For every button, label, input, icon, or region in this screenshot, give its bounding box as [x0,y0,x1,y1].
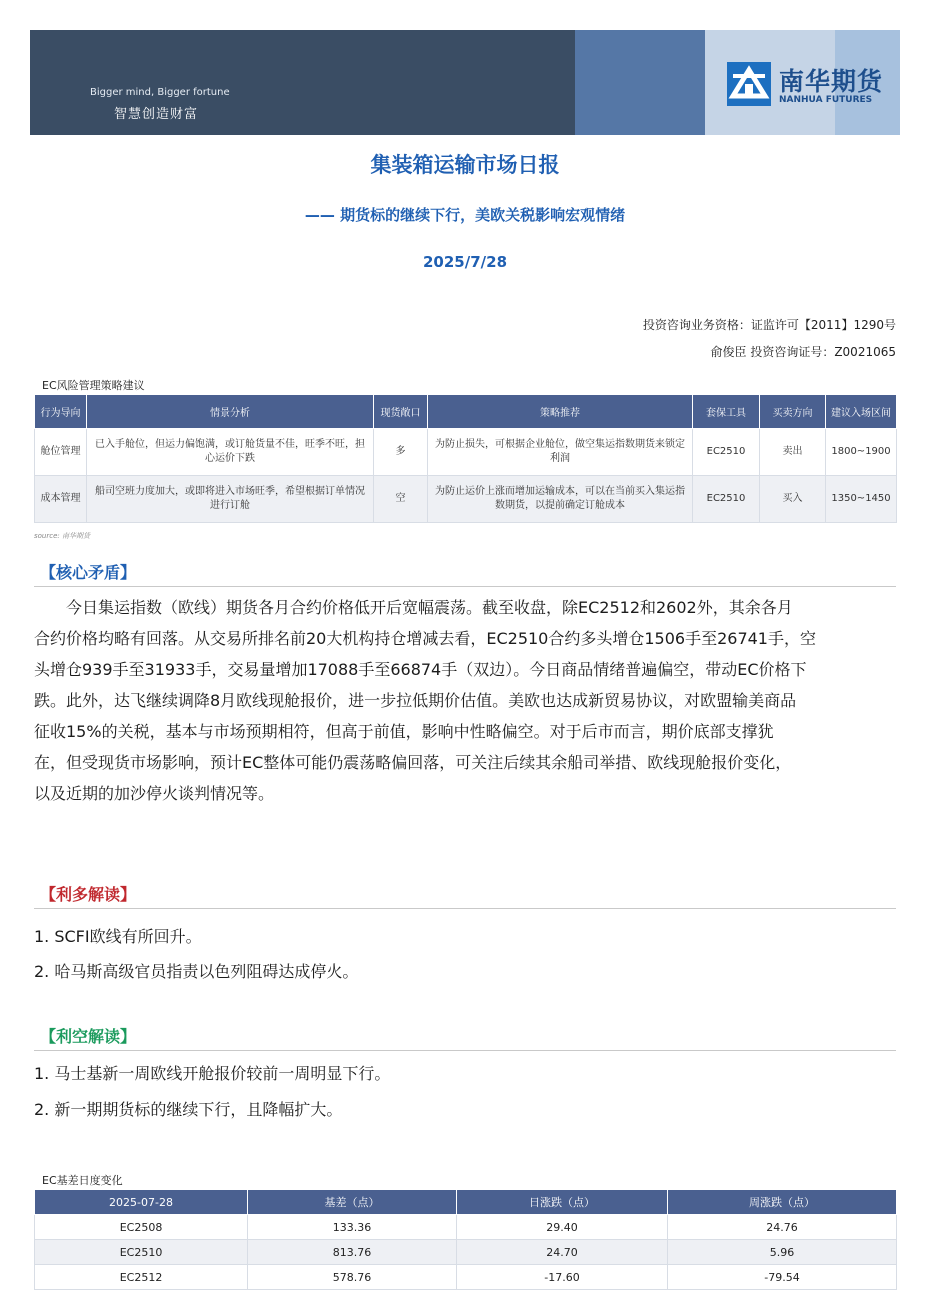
table-header-cell: 2025-07-28 [35,1190,248,1215]
section-header-core [34,560,896,587]
table-cell: EC2510 [693,476,760,523]
table-header-cell: 日涨跌（点） [457,1190,668,1215]
table-cell: 买入 [760,476,826,523]
paragraph-line: 头增仓939手至31933手，交易量增加17088手至66874手（双边）。今日商品情绪普遍偏空，带动EC价格下 [34,660,807,679]
basis-table-caption: EC基差日度变化 [42,1174,123,1187]
table-cell: 29.40 [457,1215,668,1240]
logo-name-english: NANHUA FUTURES [779,95,873,105]
source-label: source: [34,532,60,540]
table-cell: 为防止损失，可根据企业舱位，做空集运指数期货来锁定利润 [428,429,693,476]
table-header-cell: 现货敞口 [374,395,428,429]
slogan-english: Bigger mind, Bigger fortune [90,87,230,98]
table-row [35,429,897,476]
source-value: 南华期货 [62,532,90,540]
table-cell: EC2510 [693,429,760,476]
bearish-item: 1. 马士基新一周欧线开舱报价较前一周明显下行。 [34,1064,391,1083]
table-header-cell: 建议入场区间 [826,395,897,429]
table-row [35,1240,897,1265]
table-cell: EC2510 [35,1240,248,1265]
report-subtitle: —— 期货标的继续下行，美欧关税影响宏观情绪 [304,206,626,224]
table-cell: 24.76 [668,1215,897,1240]
table-header-cell: 基差（点） [248,1190,457,1215]
banner-panel-mid [575,30,705,135]
paragraph-line: 以及近期的加沙停火谈判情况等。 [34,784,275,803]
table-cell: 813.76 [248,1240,457,1265]
section-title-bearish: 【利空解读】 [40,1027,137,1046]
table-header-cell: 周涨跌（点） [668,1190,897,1215]
company-logo [727,60,887,110]
table-cell: 133.36 [248,1215,457,1240]
paragraph-line: 跌。此外，达飞继续调降8月欧线现舱报价，进一步拉低期价估值。美欧也达成新贸易协议，对欧盟输美商品 [34,691,797,710]
table-header-cell: 买卖方向 [760,395,826,429]
table-cell: 1800~1900 [826,429,897,476]
nanhua-logo-icon [727,62,771,106]
risk-strategy-table [34,394,897,523]
table-header-cell: 情景分析 [87,395,374,429]
table-header-row [35,395,897,429]
table-cell: -79.54 [668,1265,897,1290]
basis-change-table [34,1189,897,1290]
header-banner [30,30,900,135]
license-qualification: 投资咨询业务资格：证监许可【2011】1290号 [642,318,896,332]
table-cell: 空 [374,476,428,523]
table-cell: 为防止运价上涨而增加运输成本，可以在当前买入集运指数期货，以提前确定订舱成本 [428,476,693,523]
table-cell: 5.96 [668,1240,897,1265]
table-header-row [35,1190,897,1215]
table-cell: 已入手舱位，但运力偏饱满，或订舱货量不佳，旺季不旺，担心运价下跌 [87,429,374,476]
bullish-item: 2. 哈马斯高级官员指责以色列阻碍达成停火。 [34,962,359,981]
table-cell: -17.60 [457,1265,668,1290]
table-row [35,1265,897,1290]
table-cell: 578.76 [248,1265,457,1290]
table-cell: 成本管理 [35,476,87,523]
section-title-bullish: 【利多解读】 [40,885,137,904]
section-header-bullish [34,882,896,909]
paragraph-line: 今日集运指数（欧线）期货各月合约价格低开后宽幅震荡。截至收盘，除EC2512和2602外，其余各月 [34,598,793,617]
section-title-core: 【核心矛盾】 [40,563,137,582]
section-header-bearish [34,1024,896,1051]
table-cell: 1350~1450 [826,476,897,523]
analyst-info: 俞俊臣 投资咨询证号：Z0021065 [710,345,896,359]
report-title: 集装箱运输市场日报 [370,153,560,177]
table-cell: 24.70 [457,1240,668,1265]
table-cell: 多 [374,429,428,476]
table-cell: EC2512 [35,1265,248,1290]
table-cell: 舱位管理 [35,429,87,476]
table-header-cell: 套保工具 [693,395,760,429]
table-row [35,1215,897,1240]
core-analysis-paragraph [34,592,896,809]
banner-panel-dark [30,30,575,135]
logo-name-chinese: 南华期货 [779,67,884,96]
table-header-cell: 行为导向 [35,395,87,429]
table-row [35,476,897,523]
table-source-note [34,531,90,541]
report-date: 2025/7/28 [422,253,508,271]
risk-table-caption: EC风险管理策略建议 [42,379,145,392]
table-cell: 船司空班力度加大，或即将进入市场旺季，希望根据订单情况进行订舱 [87,476,374,523]
bullish-item: 1. SCFI欧线有所回升。 [34,927,202,946]
bearish-item: 2. 新一期期货标的继续下行，且降幅扩大。 [34,1100,343,1119]
table-cell: 卖出 [760,429,826,476]
slogan-chinese: 智慧创造财富 [114,107,199,122]
table-cell: EC2508 [35,1215,248,1240]
paragraph-line: 合约价格均略有回落。从交易所排名前20大机构持仓增减去看，EC2510合约多头增仓1506手至26741手，空 [34,629,816,648]
table-header-cell: 策略推荐 [428,395,693,429]
paragraph-line: 征收15%的关税，基本与市场预期相符，但高于前值，影响中性略偏空。对于后市而言，期价底部支撑犹 [34,722,774,741]
paragraph-line: 在，但受现货市场影响，预计EC整体可能仍震荡略偏回落，可关注后续其余船司举措、欧线现舱报价变化， [34,753,792,772]
